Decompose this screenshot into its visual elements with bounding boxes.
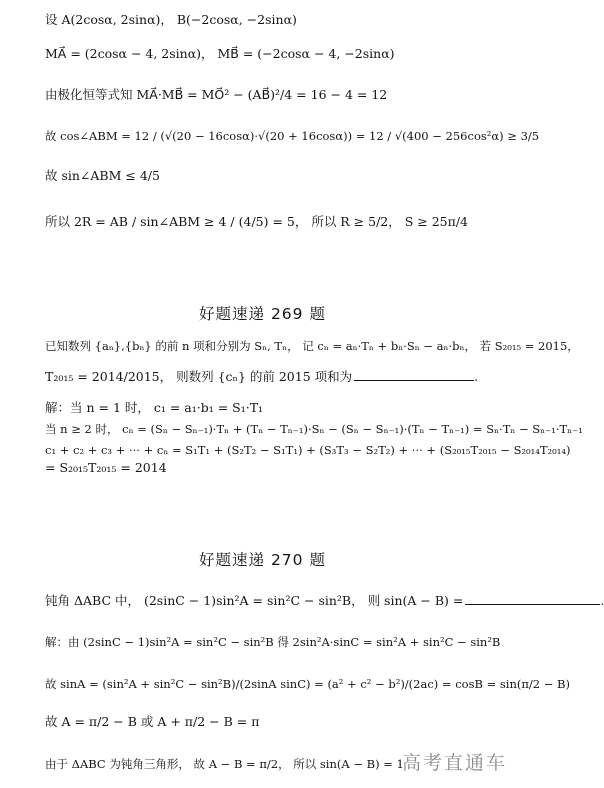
solution-line-radius: 所以 2R = AB / sin∠ABM ≥ 4 / (4/5) = 5， 所以 R ≥ 5/2， S ≥ 25π/4 bbox=[45, 214, 468, 229]
problem-269-solution-line4: = S₂₀₁₅T₂₀₁₅ = 2014 bbox=[45, 460, 167, 475]
solution-line-vectors: MA⃗ = (2cosα − 4, 2sinα)， MB⃗ = (−2cosα − 4, −2sinα) bbox=[45, 46, 395, 61]
problem-269-title: 好题速递 269 题 bbox=[199, 305, 326, 323]
watermark: 高考直通车 bbox=[401, 752, 507, 774]
problem-270-solution-line2: 故 sinA = (sin²A + sin²C − sin²B)/(2sinA sinC) = (a² + c² − b²)/(2ac) = cosB = sin(π/2 − B) bbox=[45, 677, 570, 691]
problem-270-title: 好题速递 270 题 bbox=[199, 551, 326, 569]
solution-line-sine: 故 sin∠ABM ≤ 4/5 bbox=[45, 168, 160, 183]
problem-270-solution-line1: 解：由 (2sinC − 1)sin²A = sin²C − sin²B 得 2sin²A·sinC = sin²A + sin²C − sin²B bbox=[45, 635, 501, 649]
problem-269-solution-line3: c₁ + c₂ + c₃ + ··· + cₙ = S₁T₁ + (S₂T₂ − S₁T₁) + (S₃T₃ − S₂T₂) + ··· + (S₂₀₁₅T₂₀₁₅ − S₂₀₁₄T₂₀₁₄) bbox=[45, 443, 571, 457]
answer-blank bbox=[465, 592, 600, 605]
problem-270-question-text: 钝角 ΔABC 中， (2sinC − 1)sin²A = sin²C − sin²B， 则 sin(A − B) = bbox=[45, 593, 464, 608]
problem-269-solution-line1: 解：当 n = 1 时， c₁ = a₁·b₁ = S₁·T₁ bbox=[45, 400, 264, 415]
solution-line-polarization: 由极化恒等式知 MA⃗·MB⃗ = MO⃗² − (AB⃗)²/4 = 16 − 4 = 12 bbox=[45, 87, 388, 102]
solution-line-points: 设 A(2cosα, 2sinα)， B(−2cosα, −2sinα) bbox=[45, 12, 297, 27]
problem-270-solution-line4: 由于 ΔABC 为钝角三角形， 故 A − B = π/2， 所以 sin(A − B) = 1 bbox=[45, 757, 404, 771]
answer-blank bbox=[354, 368, 474, 381]
problem-269-question-line2: T₂₀₁₅ = 2014/2015， 则数列 {cₙ} 的前 2015 项和为 . bbox=[45, 369, 479, 384]
problem-270-question: 钝角 ΔABC 中， (2sinC − 1)sin²A = sin²C − sin²B， 则 sin(A − B) = . bbox=[45, 593, 604, 608]
problem-269-question-text: T₂₀₁₅ = 2014/2015， 则数列 {cₙ} 的前 2015 项和为 bbox=[45, 369, 353, 384]
problem-269-solution-line2: 当 n ≥ 2 时， cₙ = (Sₙ − Sₙ₋₁)·Tₙ + (Tₙ − Tₙ₋₁)·Sₙ − (Sₙ − Sₙ₋₁)·(Tₙ − Tₙ₋₁) = Sₙ·Tₙ − Sₙ₋₁·Tₙ₋₁ bbox=[45, 422, 583, 436]
problem-269-question-line1: 已知数列 {aₙ},{bₙ} 的前 n 项和分别为 Sₙ, Tₙ， 记 cₙ = aₙ·Tₙ + bₙ·Sₙ − aₙ·bₙ， 若 S₂₀₁₅ = 2015， bbox=[45, 339, 579, 353]
solution-line-cosine: 故 cos∠ABM = 12 / (√(20 − 16cosα)·√(20 + 16cosα)) = 12 / √(400 − 256cos²α) ≥ 3/5 bbox=[45, 129, 540, 143]
problem-270-solution-line3: 故 A = π/2 − B 或 A + π/2 − B = π bbox=[45, 714, 260, 729]
